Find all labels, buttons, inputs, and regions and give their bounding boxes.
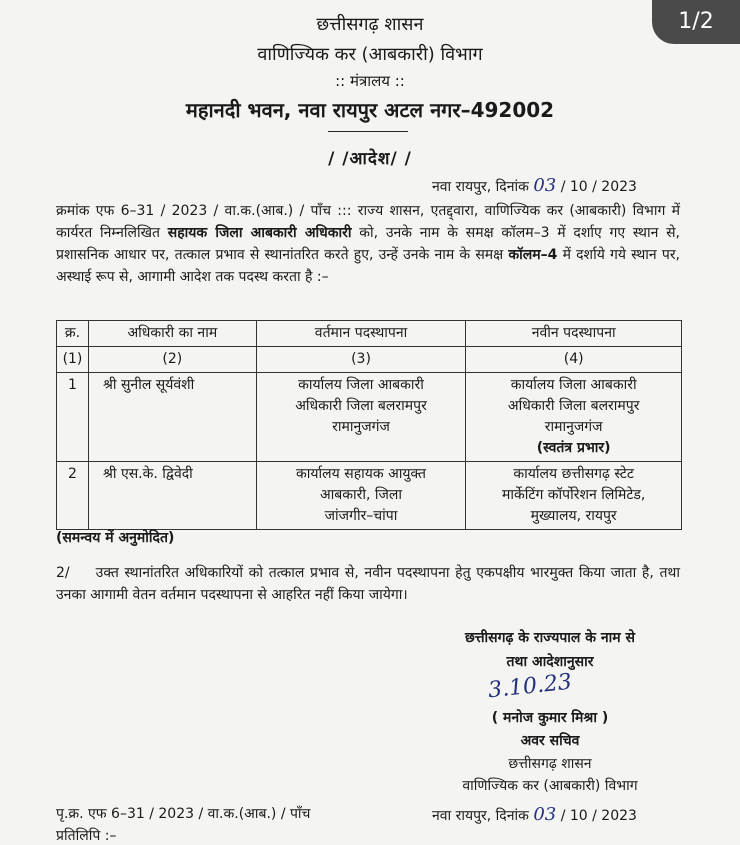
date-line [432,175,637,196]
approval-note: (समन्वय में अनुमोदित) [56,530,175,546]
header-ministry: :: मंत्रालय :: [335,72,405,90]
row-new-posting [466,373,682,462]
current-line: कार्यालय जिला आबकारी [298,377,424,393]
independent-charge-note: (स्वतंत्र प्रभार) [536,440,611,456]
header-cell: नवीन पदस्थापना [466,321,682,347]
signatory-designation: अवर सचिव [520,733,580,749]
date-day-handwritten: 03 [533,175,557,196]
current-line: अधिकारी जिला बलरामपुर [295,398,427,414]
signature-line-2: तथा आदेशानुसार [506,654,594,670]
header-department: वाणिज्यिक कर (आबकारी) विभाग [257,44,483,65]
row-current-posting [256,373,466,462]
colnum-cell: (4) [466,347,682,373]
row-officer-name: श्री एस.के. द्विवेदी [88,462,256,530]
current-line: आबकारी, जिला [319,487,403,503]
handwritten-signature-mark: 3.10.23 [486,669,574,704]
new-line: मुख्यालय, रायपुर [530,508,617,524]
signatory-office-1: छत्तीसगढ़ शासन [508,756,592,772]
footer-date [432,804,637,825]
para2-text: उक्त स्थानांतरित अधिकारियों को तत्काल प्रभाव से, नवीन पदस्थापना हेतु एकपक्षीय भारमुक्त किया जाता है, तथा उनका आगामी वेतन वर्तमान पदस्थापना से आहरित नहीं किया जायेगा। [56,565,681,603]
header-cell: अधिकारी का नाम [88,321,256,347]
table-row [57,373,682,462]
signatory-name: ( मनोज कुमार मिश्रा ) [491,710,609,726]
transfer-table [56,320,682,530]
new-line: कार्यालय जिला आबकारी [510,377,637,393]
colnum-cell: (1) [57,347,89,373]
current-line: जांजगीर–चांपा [324,508,398,524]
copy-to-label: प्रतिलिपि :– [56,828,117,844]
new-line: मार्केटिंग कॉर्पोरेशन लिमिटेड, [502,487,646,503]
new-line: कार्यालय छत्तीसगढ़ स्टेट [513,466,634,482]
new-line: अधिकारी जिला बलरामपुर [507,398,640,414]
colnum-cell: (3) [256,347,466,373]
current-line: कार्यालय सहायक आयुक्त [296,466,426,482]
signature-line-1: छत्तीसगढ़ के राज्यपाल के नाम से [465,630,635,646]
row-sno: 1 [57,373,89,462]
date-rest: / 10 / 2023 [560,179,637,195]
footer-reference: पृ.क्र. एफ 6–31 / 2023 / वा.क.(आब.) / पाँच [56,806,311,822]
page-indicator: 1/2 [652,0,740,44]
order-paragraph-2 [56,562,680,606]
para1-bold-column: कॉलम–4 [508,247,558,263]
header-address: महानदी भवन, नवा रायपुर अटल नगर–492002 [185,98,555,122]
new-line: रामानुजगंज [544,419,603,435]
header-divider [328,131,408,132]
row-new-posting [466,462,682,530]
para1-bold-designation: सहायक जिला आबकारी अधिकारी [167,225,352,241]
footer-date-prefix: नवा रायपुर, दिनांक [432,808,529,824]
signatory-office-2: वाणिज्यिक कर (आबकारी) विभाग [462,778,638,794]
header-cell: क्र. [57,321,89,347]
order-title: / /आदेश/ / [328,149,412,169]
table-header-row [57,321,682,347]
table-colnum-row [57,347,682,373]
para1-text-b: को, उनके नाम के समक्ष कॉलम–3 में दर्शाए गए स्थान से, प्रशासनिक आधार पर, तत्काल प्रभाव से स्थानांतरित करते हुए, उन्हें उनके नाम के समक्ष [56,225,681,263]
table-row [57,462,682,530]
footer-date-day-handwritten: 03 [533,804,557,825]
row-officer-name: श्री सुनील सूर्यवंशी [88,373,256,462]
para1-text-a: क्रमांक एफ 6–31 / 2023 / वा.क.(आब.) / पाँच ::: राज्य शासन, एतद्द्वारा, वाणिज्यिक कर (आबकारी) विभाग में कार्यरत निम्नलिखित [56,203,680,241]
row-current-posting [256,462,466,530]
date-prefix: नवा रायपुर, दिनांक [432,179,529,195]
para2-number: 2/ [56,565,70,581]
row-sno: 2 [57,462,89,530]
header-cell: वर्तमान पदस्थापना [256,321,466,347]
header-government: छत्तीसगढ़ शासन [316,14,424,35]
colnum-cell: (2) [88,347,256,373]
footer-date-rest: / 10 / 2023 [560,808,637,824]
para1-text-c: में दर्शाये गये स्थान पर, अस्थाई रूप से, आगामी आदेश तक पदस्थ करता है :– [56,247,680,285]
order-paragraph-1 [56,200,680,288]
current-line: रामानुजगंज [332,419,390,435]
